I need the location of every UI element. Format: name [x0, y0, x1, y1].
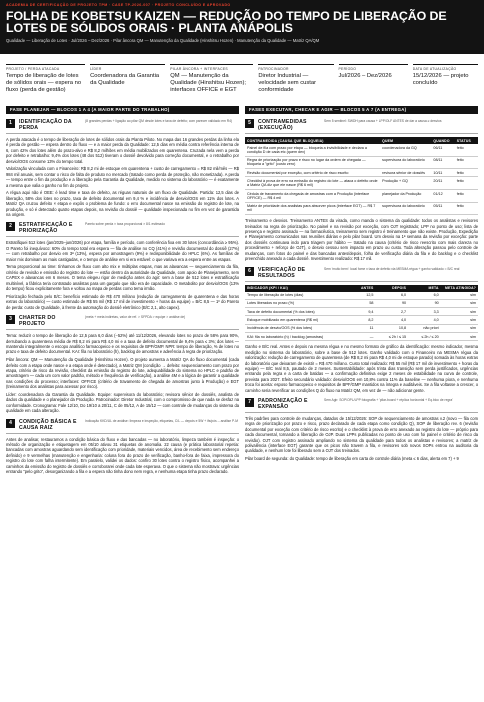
paragraph: A perda atacada é o tempo de liberação de lotes de sólidos orais da Planta Piloto. No mapa das 16 grandes perdas da linha ela é perda de gestão — espera dentro do fluxo — e a maior perda da Qualidade: 12,5 dias em média contra referência interna de 6, com 42% dos lotes além do prazo-alvo e R$ 8,2 milhões em média mobilizados em quarentena. Cruzada nela vem a perda por defeito e retrabalho: 9,4% dos lotes (48 dos 512) tiveram o dossiê devolvido para correção documental, e o retrabalho por desvio/OOS consome 13% do tempo total.: [6, 137, 239, 164]
section-note: (8 grandes perdas + ligação ao pilar QM desde lotes e taxa de defeito; com parecer validado em R4): [85, 119, 233, 123]
results-table: [245, 285, 478, 342]
table-cell: 58: [348, 299, 376, 307]
table-cell: sim: [441, 292, 478, 300]
section-title: CHARTER DO PROJETO: [19, 315, 56, 328]
table-row: [245, 156, 478, 169]
header-kicker: ACADEMIA DE CERTIFICAÇÃO DE PROJETO TPM · CASE TP-2026-007 · PROJETO CONCLUÍDO E APROVADO: [6, 3, 231, 7]
paragraph: Antes de analisar, restauramos a condição básica do fluxo e das bancadas — no laboratório, limpeza também é inspeção: o método de organização e etiquetagem em 05/10 ativou 31 etiquetas de anomalia. 22 causa (e prática laboratorial repetia: bancadas com amostras aguardando sem identificação com prioridade, materiais vencidos, área de recebimento sem endereço definido) e 9 vermelhas (manutenção e engenharia: coluna fora do prazo de verificação, banho-fora de faixa, impressora do registro do lote com falha intermitente). Em paralelo, validei os dados: confiro 30 lotes contra o registro físico, acompanhei a caminhos da emissão do registro de dossiês e corroborarei onde cada lote esperava. O que o sistema não mostrava: urgências entrando "pelo grito", desorganizando a fila e a espera não tinha dono nem regra, e nenhuma etapa tinha prazo declarado.: [6, 436, 239, 475]
table-cell: Taxa de defeito documental (% dos lotes): [245, 308, 348, 316]
table-cell: 05/11: [431, 202, 454, 215]
section-number: 6: [245, 267, 254, 276]
table-cell: ≤ 2h / ≤ 20: [408, 333, 441, 341]
report-title: FOLHA DE KOBETSU KAIZEN — REDUÇÃO DO TEMPO DE LIBERAÇÃO DE LOTES DE SÓLIDOS ORAIS · PLANTA ANÁPOLIS: [6, 9, 447, 35]
table-cell: 01/12: [431, 190, 454, 203]
paragraph: Líder: coordenadora da Garantia da Qualidade. Equipe: supervisora do laboratório; revisora sênior de dossiês, analista de dados da qualidade e o planejador da Produção. Patrocinador: Diretor Industrial, com o compromisso de que nada se desfaz na conformidade. Cronograma: Fale 12/10, Do 19/10 a 20/11, C de 05/12, A de 15/12 — com controle de mudanças do sistema da qualidade em cada alteração.: [6, 391, 239, 414]
table-cell: KAI: fila no laboratório (h) / backlog (amostras): [245, 333, 348, 341]
section-number: 7: [245, 398, 254, 407]
paragraph: Tema: reduzir o tempo de liberação de 12,5 para 6,0 dias (−52%) até 11/12/2026, elevando lotes no prazo de 58% para 90%, derrubando a quarentena média de R$ 8,2 mi para R$ 4,0 mi e a taxa de defeito documental de 9,4% para ≤ 3%; dos lotes — mantendo integralmente o escopo analítico farmacopeico e os requisitos de BPF/GMP. NPR: tempo de liberação, % de lotes no prazo e taxa de defeito documental. KAI: fila no laboratório (h), backlog de amostras e aderência à regra de priorização.: [6, 333, 239, 355]
section-countermeasures: [245, 119, 478, 262]
table-cell: feito: [455, 202, 478, 215]
table-row: [245, 202, 478, 215]
phase-band-execute: FASES EXECUTAR, CHECAR E AGIR — BLOCOS 5 A 7 (A ENTREGA): [245, 106, 478, 114]
section-note: Pareto sobre perda × taxa proporcional × 8/1 estimado: [85, 222, 165, 227]
table-cell: 10/11: [431, 169, 454, 177]
table-cell: —: [348, 333, 376, 341]
table-row: [245, 333, 478, 341]
table-cell: 12,5: [348, 292, 376, 300]
table-cell: Incidência de desvio/OOS (% dos lotes): [245, 324, 348, 332]
table-cell: Regra de priorização por prazo e risco no lugar da ordem de chegada — bloqueia a "grito" (custo zero): [245, 156, 380, 169]
table-cell: sim: [441, 324, 478, 332]
section-title: VERIFICAÇÃO DE RESULTADOS: [258, 266, 306, 279]
table-cell: 4,0: [408, 316, 441, 324]
section-title: PADRONIZAÇÃO E EXPANSÃO: [258, 397, 308, 410]
column-header: CONTRAMEDIDA (CAUSA QUE BLOQUEIA): [245, 137, 380, 144]
column-header: DEPOIS: [375, 285, 408, 292]
table-row: [245, 299, 478, 307]
section-title: CONTRAMEDIDAS (EXECUÇÃO): [258, 119, 307, 131]
table-cell: 4,0: [375, 316, 408, 324]
section-note: Sem 5 sentinel: SWDH para causa + LPP/OLF ANTES de dar a causa ≥ desvios: [324, 119, 442, 123]
table-cell: Revisão documental por exceção, com critério de risco escrito: [245, 169, 380, 177]
meta-leader: LÍDER Coordenadora da Garantia da Qualidade: [90, 64, 165, 104]
table-row: [245, 144, 478, 156]
section-title: CONDIÇÃO BÁSICA E CAUSA RAIZ: [19, 418, 77, 431]
table-cell: Lotes liberados no prazo (%): [245, 299, 348, 307]
table-row: [245, 177, 478, 190]
table-cell: Painel de fila com prazo por etapa — bloqueia a invisibilidade e declara a condição D de cada etc (quem dev): [245, 144, 380, 156]
table-cell: Cédula de travamento da chegada de amostras com a Produção (interface OFFICE) — R$ 4 mil: [245, 190, 380, 203]
section-note: (meta + meta indiretas, valor de ref. > SFPDA > equipe > análise de): [85, 315, 186, 320]
countermeasures-table: [245, 137, 478, 215]
meta-period: PERÍODO Jul/2026 – Dez/2026: [339, 64, 408, 104]
table-cell: Tempo de liberação de lotes (dias): [245, 292, 348, 300]
paragraph: Ganho e B/C real. Antes e depois na mesma régua e no mesmo formato de gráfico da identificação: mesmo indicador, mesma medição no sistema do laboratório, sobre a base de 512 lotes. Ganho validado com o Financeiro na MESMA régua da valorização: redução de carregamento de quarentena (de R$ 8,2 mi para R$ 4,0 mi de estoque parado) somada às horas extras do laboratório que deixaram de existir = R$ 470 mil/ano. Custo total realizado: R$ 55 mil (R$ 17 mil de investimento + horas da equipe) — B/C real 8,5, pautado de 2 meses. Sustentabilidade: após trinta dias transição sem perda justificados, urgências entrando pela regra e a carta de batidas — a confirmação definitiva exige 2 meses de estabilidade na curva de controle, prevista para 2027. Efeito secundário validado: desvio/OOS em 10,8% contra 11% da baseline — nenhuma piora, e nenhuma troca foi aceita: esposo farmacopeico e requisitos de BPF/GMP mantidos na íntegra e auditáveis. Se a fila voltasse a crescer, o caminho seria reverificar as condições Q do fluxo na Matriz QM, em vez de — não adicionar gente.: [245, 344, 478, 393]
table-cell: 9,4: [348, 308, 376, 316]
table-cell: sim: [441, 316, 478, 324]
right-column: [245, 104, 478, 477]
table-cell: sim: [441, 299, 478, 307]
section-title: IDENTIFICAÇÃO DA PERDA: [19, 119, 72, 131]
section-standardization: [245, 398, 478, 462]
table-cell: supervisora do laboratório: [380, 202, 431, 215]
table-cell: Estoque mobilizado em quarentena (R$ mi): [245, 316, 348, 324]
results-body: [245, 292, 478, 341]
section-title: ESTRATIFICAÇÃO E PRIORIZAÇÃO: [19, 222, 73, 235]
table-cell: sim: [441, 333, 478, 341]
table-row: [245, 292, 478, 300]
section-note: Sem 'muito bem': local fome x taxa de defeito via MESMA régua + ganho validado = B/C real: [324, 266, 460, 271]
table-cell: 11: [348, 324, 376, 332]
table-cell: 3,3: [408, 308, 441, 316]
table-cell: 2,7: [375, 308, 408, 316]
paragraph: Priorização fechada pelo B/C: benefício estimado de R$ 470 mil/ano (redução de carregamento de quarentena e das horas extras do laboratório) — custo estimado de R$ 55 mil (R$ 17 mil de investimento + horas da equipe) = B/C 8,5 — 1º do Pareto de perda: custo de Qualidade, à frente da automação do dossiê eletrônico (B/C 2,1, alto capex).: [6, 293, 239, 310]
paragraph: Estratifiquei 512 lotes (jan/2025–jun/2026) por etapa, família e período, com conferência fixa em 30 lotes (concordância ≥ 95%). O Pareto foi inequívoco: 60% do tempo total era espera — fila de análise no CQ (41%) e revisão documental do dossiê (27%) — com retrabalho por desvio em 3ª (13%), espera por amostragem (9%) e redisponibilidade do HPLC (6%). As famílias de maior mix dominam as mais castigadas, e o tempo de análise em si era estável: o que variava era a espera entre as etapas.: [6, 240, 239, 262]
table-cell: Checklist à prova de erro na emissão do registro do lote — ataca o defeito onde a Matriz QA diz que ele nasce (R$ 6 mil): [245, 177, 380, 190]
table-cell: revisora sênior de dossiês: [380, 169, 431, 177]
table-cell: 90: [408, 299, 441, 307]
section-number: 3: [6, 315, 15, 324]
section-charter: [6, 315, 239, 413]
left-column: [6, 104, 239, 477]
table-row: [245, 190, 478, 203]
table-cell: 6,0: [408, 292, 441, 300]
meta-update-date: DATA DE ATUALIZAÇÃO 15/12/2026 — projeto concluído: [413, 64, 478, 104]
table-cell: ≤ 2h / ≤ 15: [375, 333, 408, 341]
table-cell: coordenadora da GQ: [380, 144, 431, 156]
column-header: META ATINGIDA?: [441, 285, 478, 292]
section-identification: [6, 119, 239, 217]
column-header: ANTES: [348, 285, 376, 292]
table-cell: 10,8: [375, 324, 408, 332]
report-subtitle: Qualidade — Liberação de Lotes · Jul/2026 – Dez/2026 · Pilar âncora QM — Manutenção da Qualidade (Hinshitsu Hozen) · Manutenção da Qualidade — Matriz QA/QM: [6, 38, 320, 43]
report-header: [0, 0, 484, 54]
table-cell: 8,2: [348, 316, 376, 324]
section-number: 5: [245, 119, 254, 128]
project-meta: [0, 54, 484, 104]
paragraph: Três padrões para controle de mudanças, datados de 15/12/2026: SOP de sequenciamento de amostras v.2 (novo — fila com regra de priorização por prazo e risco, prazo declarado de cada etapa como condição Q), SOP de liberação rev. 6 (revisão documental por exceção com critério de risco escrito) e o checklist à prova de erro anexado ao registro do lote — próprio para cada documental, tornando a liberação de OJP. Duas LPPs publicadas no ponto de uso com foi painel e critério de risco da revisão). OJT com registro assinado ampliando no sistema da qualidade para todos os analistas e revisores; a matriz de polivalência (interface EGT) garante que os picos não travem a fila, e revisores sob novos SOPs entrou na auditoria da qualidade, e nenhum lote foi liberado sem a OJT dos treinados.: [245, 415, 478, 454]
column-header: STATUS: [455, 137, 478, 144]
table-row: [245, 308, 478, 316]
meta-pillar: PILAR ÂNCORA + INTERFACES QM — Manutenção da Qualidade (Hinshitsu Hozen); interfaces OFFICE e EGT: [170, 64, 253, 104]
paragraph: Tema proporcional ao time: tínhamos de fluxo com alto mix e múltiplas etapas, mas as alavancas — sequenciamento da fila, critério de revisão e emissão do registro do lote — estão dentro da autoridade da Qualidade, com apoio de Planejamento, sem CAPEX e alavancas em 6 meses. O tema elegeu rigor de medição antes do agir: sem a base de 512 lotes e estratificação multinível, a fábrica teria contratado analistas para um gargalo que não era de capacidade. O metabolito por desvio/OOS (13% do tempo) ficou explicitamente fora e voltou ao mapa de perdas como tema irmão.: [6, 264, 239, 292]
section-root-cause: [6, 419, 239, 475]
paragraph: Pilar âncora: QM — Manutenção da Qualidade (Hinshitsu Hozen). O projeto aumenta a Matriz QA do fluxo documental (cada defeito com a etapa onde nasce e a etapa onde é detectado), a Matriz QM (condição → defeito: sequenciamento com prazo por etapa, critério de risco da revisão, checklist da emissão do registro do lote, adequabilidade do sistema no HPLC e padrão de amostragem — cada um com valor padrão, método e frequência de verificação), a análise 4M e a lógica de garantir a qualidade nas condições do processo; interfaces: OFFICE (critério de travamento de chegada de amostras junto à Produção) e EGT (treinamento dos analistas para acessar por risco).: [6, 357, 239, 390]
column-header: INDICADOR (KPI / KAI): [245, 285, 348, 292]
section-number: 2: [6, 222, 15, 231]
table-row: [245, 169, 478, 177]
paragraph: Valorização vinculada com o Financeiro: R$ 8,2 mi de estoque em quarentena + custo de carregamento = R$ 82 mil/mês — R$ 984 mil anuais, sem contar o risco de falta de produto no mercado (tratado como perda de proteção, não monetizada). A perda — tempo entre o fim da produção e a liberação pela Garantia da Qualidade, medido no sistema do laboratório — é exatamente a mesma que valia o ganho no fim do projeto.: [6, 166, 239, 188]
column-header: META: [408, 285, 441, 292]
table-cell: não priori: [408, 324, 441, 332]
table-row: [245, 324, 478, 332]
table-cell: Produção + GQ: [380, 177, 431, 190]
table-row: [245, 316, 478, 324]
paragraph: Treinamento e desvios. Treinamento ANTES da virada, como manda o sistema da qualidade: todos os analistas e revisores treinados na regra de priorização. No painel e na revisão por exceção, com OJT registrado; LPP no ponto de uso; lista de presença e registro assinado — na farmacêutica, treinamento sem registro é treinamento que não existe. Produção, Expedição e Planejamento comunicados nas reuniões diárias e pelo pilar board. Um desvio na 1ª semana da revisão por exceção: parte dos dossiês continuava indo para triagem por hábito — tratado na causa (critério de risco reescrito com mais clareza no procedimento + reforço de OJT), o desvio cessou sem impacto em prazo ou custo. Toda alteração passou pelo controle de mudanças, com fotos do painel e das bancadas antes/depois, folha de verificação diária da fila e do backlog e o checklist preenchido anexado a cada dossiê. Investimento realizado: R$ 17 mil.: [245, 218, 478, 262]
section-note: Sem Agir: SOP/OPL/LPP fotografia + 'pilar-board + réplica horizontal + Eq.bloc de regra': [324, 397, 453, 402]
table-cell: feito: [455, 177, 478, 190]
table-cell: 06/11: [431, 144, 454, 156]
table-cell: feito: [455, 144, 478, 156]
section-number: 1: [6, 119, 15, 128]
table-cell: supervisora do laboratório: [380, 156, 431, 169]
section-note: Indicação KKD/UL de análise: limpeza e inspeção, etiquetas, C/L — depois e 5W + ifs/pós -- análise P-M: [85, 418, 239, 423]
table-cell: sim: [441, 308, 478, 316]
phase-band-plan: FASE PLANEJAR — BLOCOS 1 A 4 (A MAIOR PARTE DO TRABALHO): [6, 106, 239, 114]
table-cell: planejador da Produção: [380, 190, 431, 203]
column-header: QUANDO: [431, 137, 454, 144]
section-verification: [245, 267, 478, 393]
table-cell: 08/11: [431, 156, 454, 169]
paragraph: A régua aqui não é OEE: é lead time e taxa de defeito, as réguas naturais de um fluxo de Qualidade. Partida: 12,5 dias de liberação, 58% dos lotes no prazo, taxa de defeito documental em 9,4 % e incidência de desvio/OOS em 11% dos lotes. A Matriz QA cruzou defeito × etapa e expôs o problema de fundo: o erro documental nasce na emissão do registro de lote, na produção, e só é detectado quatro etapas depois, na revisão do dossiê — qualidade inspecionada no fim em vez de garantida na origem.: [6, 190, 239, 218]
table-cell: 90: [375, 299, 408, 307]
table-cell: Matriz de prioridade dos analistas para absorver picos (interface EGT) — R$ 7 mil: [245, 202, 380, 215]
section-stratification: [6, 222, 239, 310]
meta-project: PROJETO / PERDA ATACADA Tempo de liberação de lotes de sólidos orais — espera no fluxo (perda de gestão): [6, 64, 85, 104]
table-cell: feito: [455, 190, 478, 203]
countermeasures-body: [245, 144, 478, 215]
table-cell: feito: [455, 156, 478, 169]
section-number: 4: [6, 419, 15, 428]
column-header: QUEM: [380, 137, 431, 144]
table-cell: 20/11: [431, 177, 454, 190]
paragraph: Pilar board de segunda: do Qualidade: tempo de liberação em carta de controle diária (meta ≤ 6 dias, alerta em 7) + 9: [245, 456, 459, 462]
meta-sponsor: PATROCINADOR Diretor Industrial — velocidade sem custar conformidade: [258, 64, 333, 104]
table-cell: 6,0: [375, 292, 408, 300]
table-cell: feito: [455, 169, 478, 177]
